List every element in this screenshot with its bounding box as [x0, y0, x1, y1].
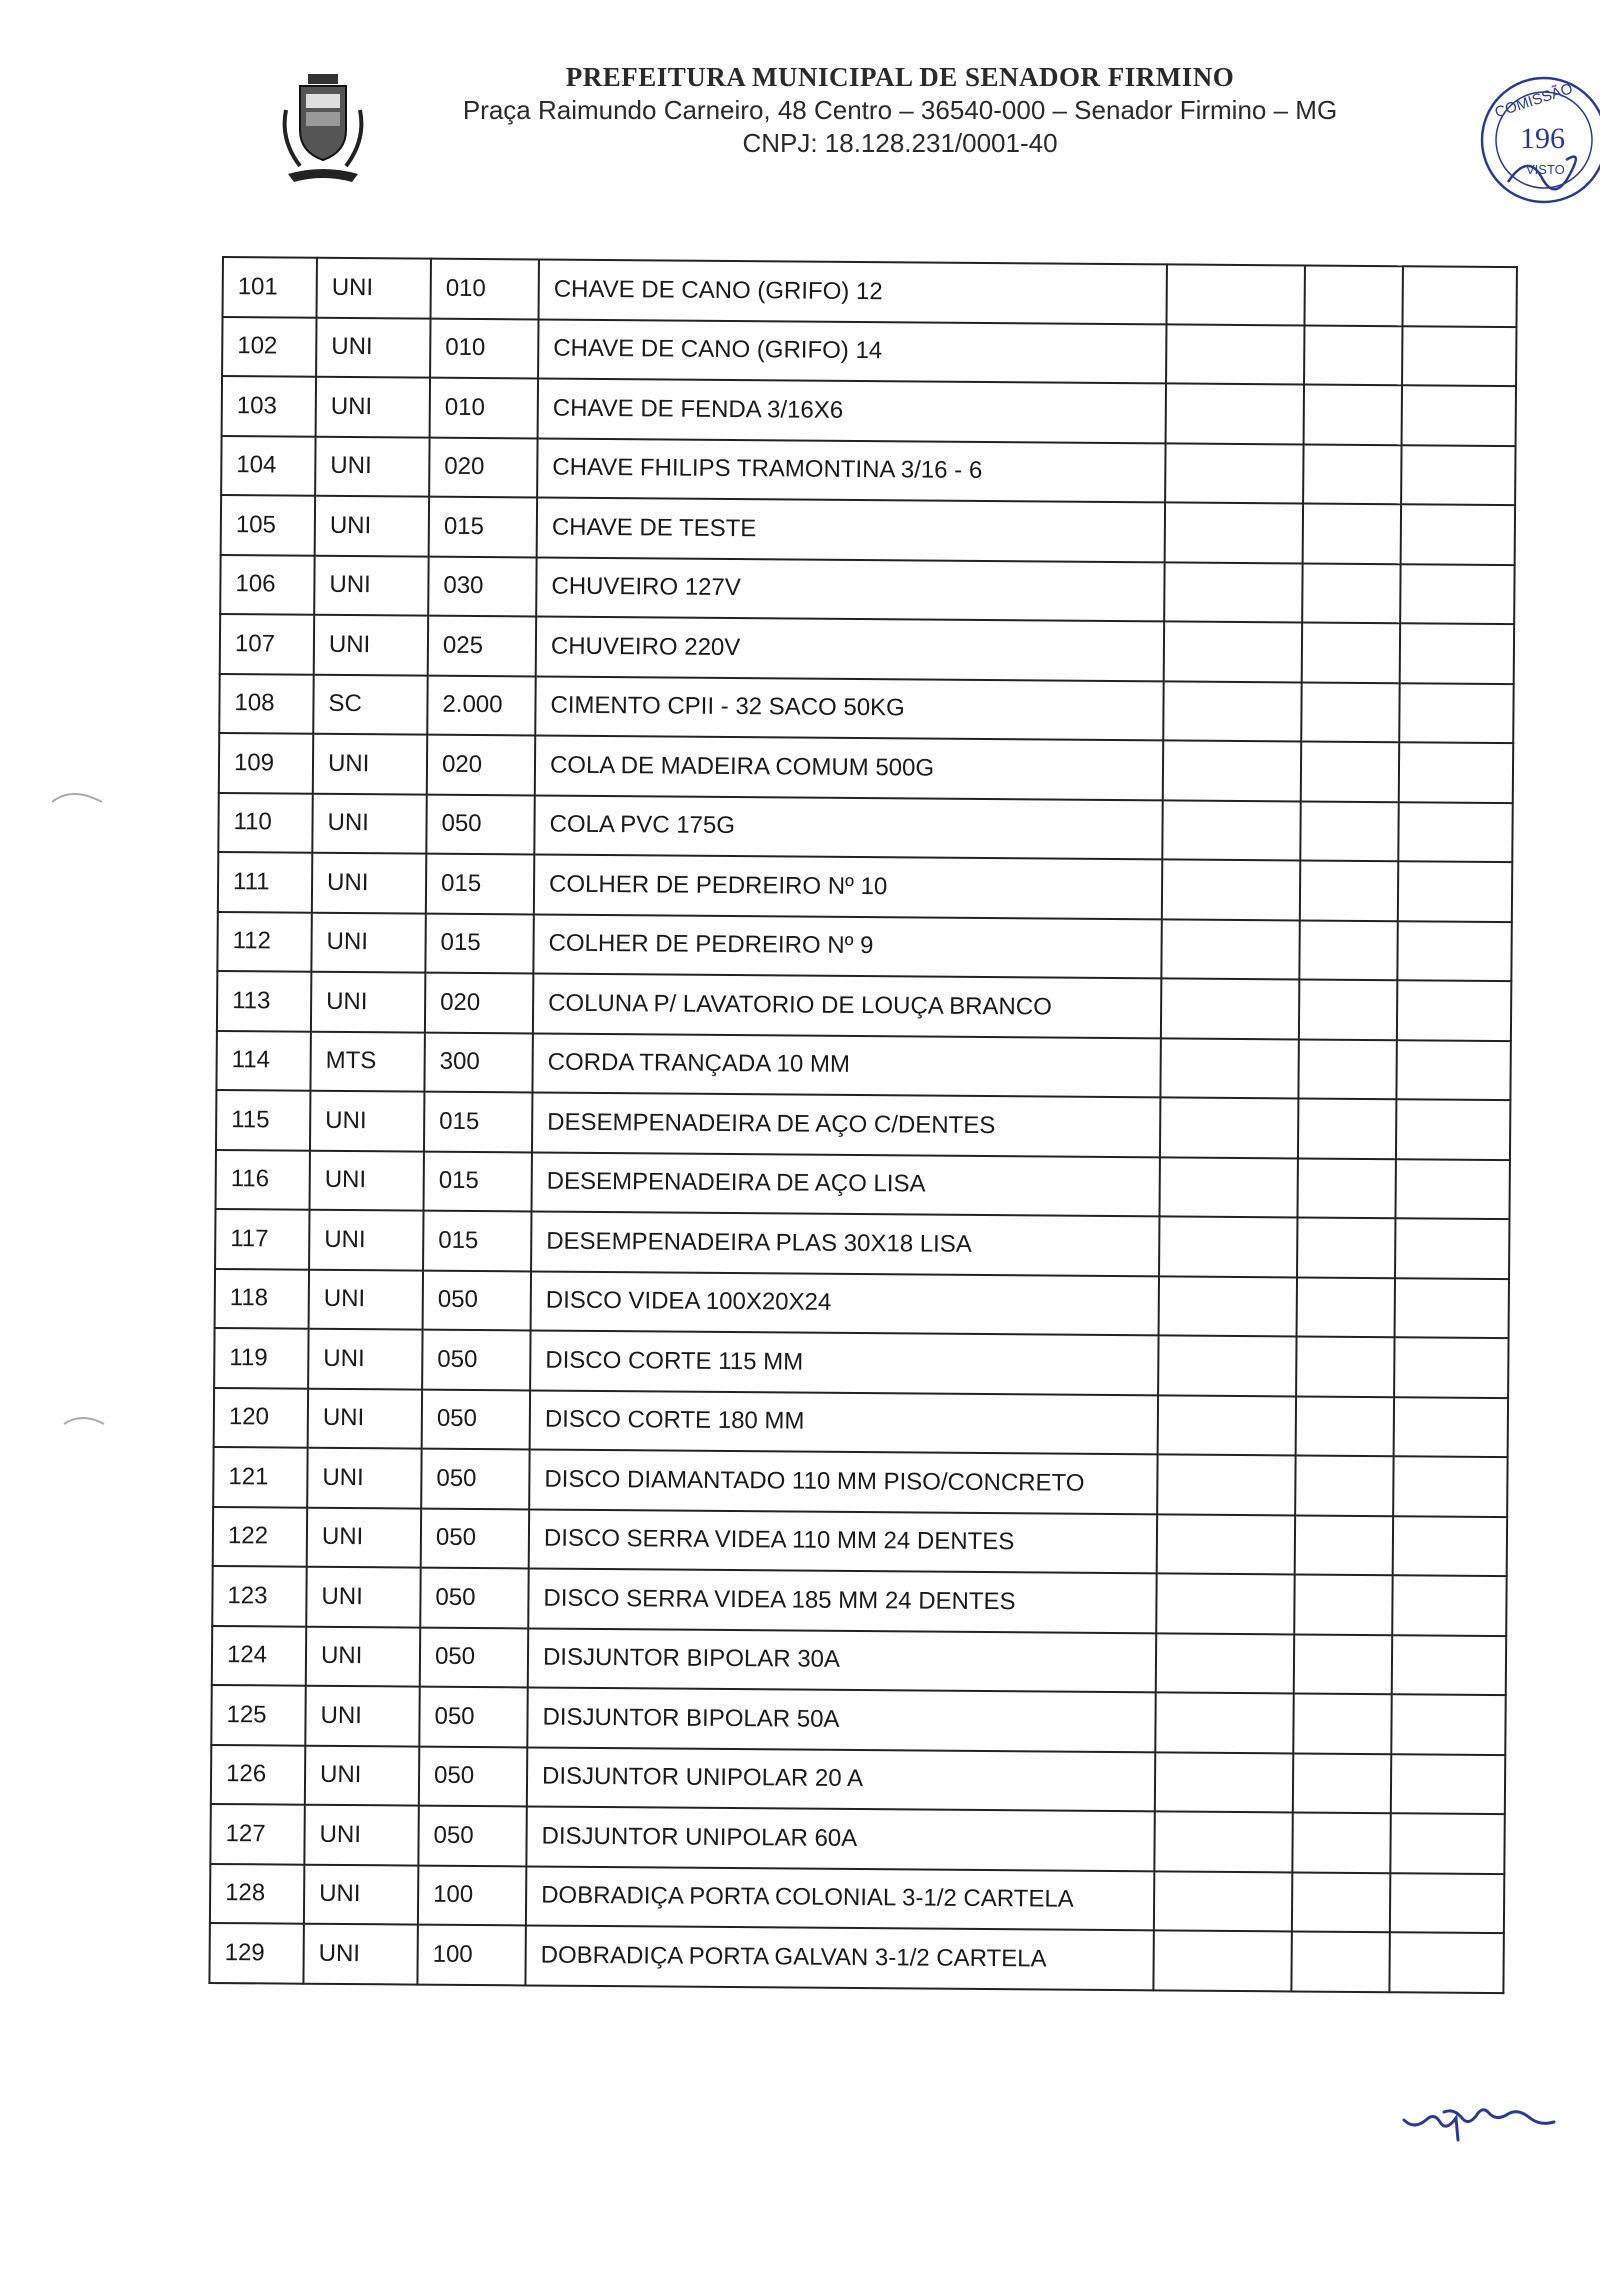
item-unit-cell: UNI: [308, 1388, 422, 1448]
item-description-cell: COLA PVC 175G: [534, 795, 1162, 859]
municipal-crest-icon: [278, 70, 368, 190]
empty-cell: [1393, 1456, 1507, 1516]
item-unit-cell: UNI: [312, 793, 426, 853]
table-row: [216, 1090, 1510, 1160]
empty-cell: [1390, 1813, 1504, 1873]
item-description-cell: CHAVE DE FENDA 3/16X6: [538, 378, 1166, 442]
empty-cell: [1155, 1692, 1293, 1753]
empty-cell: [1301, 682, 1399, 742]
item-description-cell: COLHER DE PEDREIRO Nº 10: [534, 854, 1162, 918]
item-quantity-cell: 020: [425, 973, 533, 1033]
table-row: [211, 1744, 1505, 1814]
empty-cell: [1156, 1633, 1294, 1694]
empty-cell: [1159, 1276, 1297, 1337]
empty-cell: [1397, 921, 1511, 981]
item-description-cell: CHUVEIRO 220V: [536, 616, 1164, 680]
item-unit-cell: UNI: [311, 912, 425, 972]
empty-cell: [1390, 1873, 1504, 1933]
empty-cell: [1389, 1932, 1503, 1992]
item-description-cell: COLHER DE PEDREIRO Nº 9: [533, 914, 1161, 978]
table-row: [210, 1863, 1504, 1933]
empty-cell: [1153, 1930, 1291, 1991]
empty-cell: [1397, 980, 1511, 1040]
item-number-cell: 124: [212, 1625, 306, 1685]
table-row: [219, 673, 1513, 743]
empty-cell: [1293, 1753, 1391, 1813]
empty-cell: [1162, 800, 1300, 861]
table-row: [218, 852, 1512, 922]
item-unit-cell: UNI: [308, 1329, 422, 1389]
item-number-cell: 123: [212, 1566, 306, 1626]
item-unit-cell: UNI: [307, 1507, 421, 1567]
item-description-cell: CHAVE FHILIPS TRAMONTINA 3/16 - 6: [537, 438, 1165, 502]
table-row: [212, 1566, 1506, 1636]
table-row: [214, 1328, 1508, 1398]
item-description-cell: CHAVE DE CANO (GRIFO) 14: [538, 319, 1166, 383]
item-quantity-cell: 015: [425, 913, 533, 973]
item-unit-cell: SC: [313, 674, 427, 734]
header-title: PREFEITURA MUNICIPAL DE SENADOR FIRMINO: [565, 62, 1235, 92]
item-unit-cell: UNI: [309, 1210, 423, 1270]
item-quantity-cell: 2.000: [427, 675, 535, 735]
empty-cell: [1394, 1337, 1508, 1397]
table-row: [223, 257, 1517, 327]
empty-cell: [1159, 1216, 1297, 1277]
empty-cell: [1302, 622, 1400, 682]
empty-cell: [1395, 1278, 1509, 1338]
empty-cell: [1297, 1158, 1395, 1218]
item-quantity-cell: 015: [426, 854, 534, 914]
item-quantity-cell: 050: [420, 1568, 528, 1628]
item-number-cell: 129: [209, 1923, 303, 1983]
empty-cell: [1163, 740, 1301, 801]
item-description-cell: DOBRADIÇA PORTA COLONIAL 3-1/2 CARTELA: [526, 1866, 1154, 1930]
empty-cell: [1391, 1754, 1505, 1814]
signature-icon: [1400, 2090, 1580, 2150]
table-row: [222, 376, 1516, 446]
item-quantity-cell: 030: [428, 556, 536, 616]
item-description-cell: DISCO DIAMANTADO 110 MM PISO/CONCRETO: [529, 1449, 1157, 1513]
item-number-cell: 102: [222, 317, 316, 377]
item-unit-cell: UNI: [303, 1924, 417, 1984]
item-quantity-cell: 015: [423, 1211, 531, 1271]
empty-cell: [1402, 385, 1516, 445]
empty-cell: [1165, 502, 1303, 563]
empty-cell: [1161, 978, 1299, 1039]
empty-cell: [1398, 861, 1512, 921]
item-number-cell: 107: [220, 614, 314, 674]
item-quantity-cell: 050: [418, 1806, 526, 1866]
item-quantity-cell: 050: [421, 1449, 529, 1509]
empty-cell: [1298, 1098, 1396, 1158]
empty-cell: [1400, 623, 1514, 683]
item-number-cell: 119: [214, 1328, 308, 1388]
empty-cell: [1299, 979, 1397, 1039]
empty-cell: [1295, 1455, 1393, 1515]
empty-cell: [1160, 1038, 1298, 1099]
empty-cell: [1398, 802, 1512, 862]
empty-cell: [1304, 385, 1402, 445]
item-quantity-cell: 010: [430, 378, 538, 438]
header-cnpj: CNPJ: 18.128.231/0001-40: [742, 128, 1058, 158]
item-quantity-cell: 010: [430, 318, 538, 378]
item-quantity-cell: 050: [419, 1687, 527, 1747]
item-unit-cell: UNI: [305, 1686, 419, 1746]
empty-cell: [1296, 1396, 1394, 1456]
empty-cell: [1294, 1634, 1392, 1694]
margin-mark-icon: [48, 784, 108, 808]
table-row: [213, 1447, 1507, 1517]
empty-cell: [1402, 266, 1516, 326]
empty-cell: [1396, 1040, 1510, 1100]
empty-cell: [1394, 1397, 1508, 1457]
item-unit-cell: UNI: [306, 1567, 420, 1627]
item-unit-cell: UNI: [313, 734, 427, 794]
item-quantity-cell: 100: [417, 1925, 525, 1985]
empty-cell: [1292, 1812, 1390, 1872]
item-quantity-cell: 050: [420, 1627, 528, 1687]
empty-cell: [1302, 563, 1400, 623]
item-number-cell: 103: [222, 376, 316, 436]
empty-cell: [1159, 1157, 1297, 1218]
empty-cell: [1292, 1872, 1390, 1932]
item-number-cell: 127: [210, 1804, 304, 1864]
item-description-cell: CORDA TRANÇADA 10 MM: [532, 1033, 1160, 1097]
item-unit-cell: UNI: [312, 853, 426, 913]
empty-cell: [1158, 1395, 1296, 1456]
item-number-cell: 111: [218, 852, 312, 912]
item-unit-cell: UNI: [316, 377, 430, 437]
empty-cell: [1293, 1693, 1391, 1753]
table-row: [222, 317, 1516, 387]
empty-cell: [1303, 444, 1401, 504]
stamp-top-text: COMISSÃO: [1492, 80, 1575, 122]
empty-cell: [1297, 1217, 1395, 1277]
table-row: [219, 733, 1513, 803]
table-row: [209, 1923, 1503, 1993]
table-row: [218, 792, 1512, 862]
item-number-cell: 113: [217, 971, 311, 1031]
item-quantity-cell: 015: [429, 497, 537, 557]
margin-mark-icon: [60, 1410, 110, 1430]
empty-cell: [1401, 504, 1515, 564]
empty-cell: [1160, 1097, 1298, 1158]
item-number-cell: 110: [218, 792, 312, 852]
item-unit-cell: UNI: [306, 1626, 420, 1686]
empty-cell: [1400, 564, 1514, 624]
empty-cell: [1166, 264, 1304, 325]
item-description-cell: DISCO CORTE 115 MM: [530, 1330, 1158, 1394]
table-row: [215, 1209, 1509, 1279]
stamp-visto-text: VISTO: [1526, 162, 1565, 177]
table-row: [220, 614, 1514, 684]
item-description-cell: COLUNA P/ LAVATORIO DE LOUÇA BRANCO: [533, 973, 1161, 1037]
table-row: [214, 1387, 1508, 1457]
item-unit-cell: UNI: [305, 1745, 419, 1805]
table-row: [217, 971, 1511, 1041]
item-description-cell: CHAVE DE CANO (GRIFO) 12: [539, 259, 1167, 323]
item-description-cell: CHUVEIRO 127V: [536, 557, 1164, 621]
empty-cell: [1395, 1159, 1509, 1219]
item-number-cell: 104: [221, 436, 315, 496]
item-unit-cell: UNI: [315, 436, 429, 496]
item-unit-cell: UNI: [311, 972, 425, 1032]
empty-cell: [1161, 919, 1299, 980]
table-row: [221, 495, 1515, 565]
item-description-cell: CIMENTO CPII - 32 SACO 50KG: [535, 676, 1163, 740]
empty-cell: [1295, 1515, 1393, 1575]
item-number-cell: 120: [214, 1387, 308, 1447]
items-table-body: [209, 257, 1517, 1993]
empty-cell: [1162, 859, 1300, 920]
item-number-cell: 112: [217, 911, 311, 971]
item-number-cell: 101: [223, 257, 317, 317]
item-description-cell: DISCO VIDEA 100X20X24: [531, 1271, 1159, 1335]
items-table: [208, 256, 1518, 1994]
empty-cell: [1166, 324, 1304, 385]
empty-cell: [1299, 920, 1397, 980]
item-number-cell: 105: [221, 495, 315, 555]
item-number-cell: 128: [210, 1863, 304, 1923]
item-description-cell: DESEMPENADEIRA DE AÇO LISA: [532, 1152, 1160, 1216]
empty-cell: [1158, 1335, 1296, 1396]
item-number-cell: 122: [213, 1506, 307, 1566]
empty-cell: [1401, 445, 1515, 505]
item-number-cell: 125: [211, 1685, 305, 1745]
item-description-cell: DISJUNTOR BIPOLAR 30A: [528, 1628, 1156, 1692]
item-description-cell: DISCO CORTE 180 MM: [530, 1390, 1158, 1454]
item-number-cell: 108: [219, 673, 313, 733]
item-description-cell: DESEMPENADEIRA PLAS 30X18 LISA: [531, 1211, 1159, 1275]
item-number-cell: 114: [216, 1030, 310, 1090]
empty-cell: [1297, 1277, 1395, 1337]
item-quantity-cell: 300: [424, 1032, 532, 1092]
empty-cell: [1300, 801, 1398, 861]
empty-cell: [1396, 1099, 1510, 1159]
empty-cell: [1157, 1454, 1295, 1515]
empty-cell: [1300, 860, 1398, 920]
empty-cell: [1399, 742, 1513, 802]
empty-cell: [1296, 1336, 1394, 1396]
empty-cell: [1165, 443, 1303, 504]
empty-cell: [1304, 325, 1402, 385]
item-quantity-cell: 015: [424, 1092, 532, 1152]
empty-cell: [1304, 266, 1402, 326]
item-description-cell: DISCO SERRA VIDEA 110 MM 24 DENTES: [529, 1509, 1157, 1573]
empty-cell: [1163, 681, 1301, 742]
item-number-cell: 121: [213, 1447, 307, 1507]
item-description-cell: COLA DE MADEIRA COMUM 500G: [535, 735, 1163, 799]
item-number-cell: 118: [215, 1268, 309, 1328]
item-number-cell: 117: [215, 1209, 309, 1269]
item-description-cell: DISCO SERRA VIDEA 185 MM 24 DENTES: [528, 1568, 1156, 1632]
letterhead: [400, 62, 1400, 159]
empty-cell: [1393, 1516, 1507, 1576]
empty-cell: [1154, 1871, 1292, 1932]
item-unit-cell: MTS: [310, 1031, 424, 1091]
item-number-cell: 115: [216, 1090, 310, 1150]
item-unit-cell: UNI: [315, 496, 429, 556]
item-unit-cell: UNI: [310, 1150, 424, 1210]
item-quantity-cell: 050: [426, 794, 534, 854]
item-quantity-cell: 010: [431, 259, 539, 319]
item-quantity-cell: 050: [422, 1389, 530, 1449]
empty-cell: [1298, 1039, 1396, 1099]
item-number-cell: 116: [216, 1149, 310, 1209]
header-address: Praça Raimundo Carneiro, 48 Centro – 36540-000 – Senador Firmino – MG: [462, 95, 1338, 125]
item-quantity-cell: 050: [419, 1746, 527, 1806]
item-unit-cell: UNI: [304, 1864, 418, 1924]
commission-stamp-icon: [1466, 62, 1600, 212]
item-unit-cell: UNI: [309, 1269, 423, 1329]
empty-cell: [1392, 1635, 1506, 1695]
item-description-cell: DOBRADIÇA PORTA GALVAN 3-1/2 CARTELA: [525, 1925, 1153, 1989]
empty-cell: [1164, 621, 1302, 682]
empty-cell: [1303, 503, 1401, 563]
item-quantity-cell: 050: [421, 1508, 529, 1568]
item-quantity-cell: 050: [422, 1330, 530, 1390]
item-unit-cell: UNI: [310, 1091, 424, 1151]
table-row: [220, 554, 1514, 624]
page-header: [0, 0, 1600, 220]
item-description-cell: DISJUNTOR UNIPOLAR 60A: [526, 1806, 1154, 1870]
empty-cell: [1402, 326, 1516, 386]
item-unit-cell: UNI: [316, 317, 430, 377]
table-row: [211, 1685, 1505, 1755]
table-row: [215, 1268, 1509, 1338]
item-quantity-cell: 020: [427, 735, 535, 795]
item-description-cell: DISJUNTOR BIPOLAR 50A: [527, 1687, 1155, 1751]
item-unit-cell: UNI: [314, 615, 428, 675]
stamp-page-number: 196: [1520, 122, 1565, 155]
empty-cell: [1155, 1752, 1293, 1813]
empty-cell: [1294, 1574, 1392, 1634]
item-number-cell: 106: [220, 554, 314, 614]
table-row: [217, 911, 1511, 981]
item-unit-cell: UNI: [304, 1805, 418, 1865]
item-quantity-cell: 025: [428, 616, 536, 676]
empty-cell: [1291, 1931, 1389, 1991]
item-description-cell: DISJUNTOR UNIPOLAR 20 A: [527, 1747, 1155, 1811]
table-row: [216, 1149, 1510, 1219]
item-unit-cell: UNI: [317, 258, 431, 318]
item-number-cell: 126: [211, 1744, 305, 1804]
item-description-cell: CHAVE DE TESTE: [537, 497, 1165, 561]
item-description-cell: DESEMPENADEIRA DE AÇO C/DENTES: [532, 1092, 1160, 1156]
table-row: [212, 1625, 1506, 1695]
empty-cell: [1392, 1575, 1506, 1635]
table-row: [216, 1030, 1510, 1100]
table-row: [221, 436, 1515, 506]
empty-cell: [1157, 1514, 1295, 1575]
empty-cell: [1154, 1811, 1292, 1872]
item-unit-cell: UNI: [307, 1448, 421, 1508]
empty-cell: [1399, 683, 1513, 743]
empty-cell: [1166, 383, 1304, 444]
empty-cell: [1301, 741, 1399, 801]
item-number-cell: 109: [219, 733, 313, 793]
item-quantity-cell: 100: [418, 1865, 526, 1925]
table-row: [210, 1804, 1504, 1874]
item-quantity-cell: 050: [423, 1270, 531, 1330]
item-unit-cell: UNI: [314, 555, 428, 615]
empty-cell: [1391, 1694, 1505, 1754]
empty-cell: [1164, 562, 1302, 623]
table-row: [213, 1506, 1507, 1576]
empty-cell: [1395, 1218, 1509, 1278]
empty-cell: [1156, 1573, 1294, 1634]
item-quantity-cell: 020: [429, 437, 537, 497]
item-quantity-cell: 015: [424, 1151, 532, 1211]
